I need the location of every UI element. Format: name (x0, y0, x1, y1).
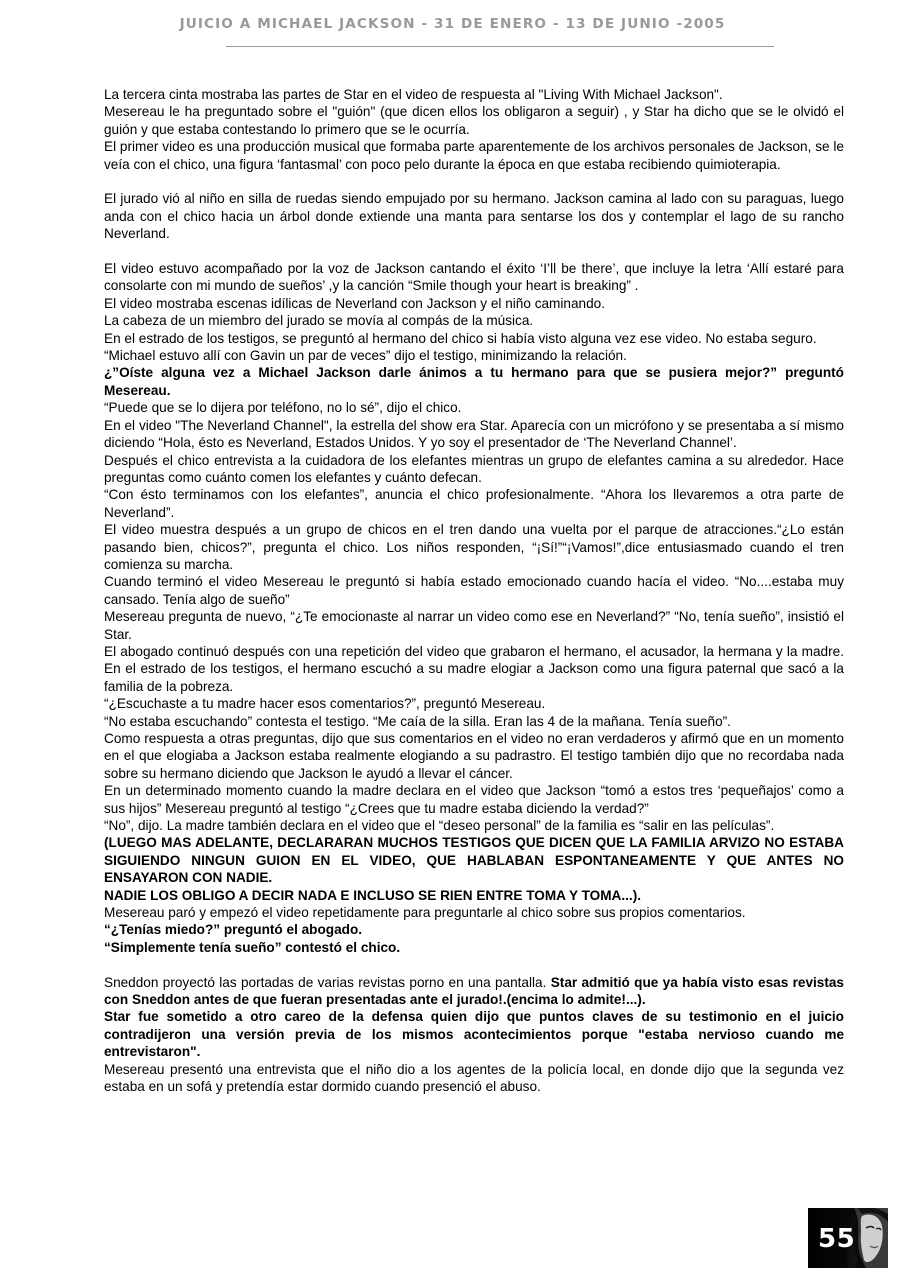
paragraph: “No estaba escuchando” contesta el testigo. “Me caía de la silla. Eran las 4 de la mañana. Tenía sueño”. (104, 713, 731, 729)
paragraph: Como respuesta a otras preguntas, dijo que sus comentarios en el video no eran verdaderos y afirmó que en un momento en el que elogiaba a Jackson estaba realmente elogiando a su padrastro. El testigo también dijo que no recordaba nada sobre su hermano diciendo que Jackson le ayudó a llevar el cáncer. (104, 731, 844, 781)
paragraph: El primer video es una producción musical que formaba parte aparentemente de los archivos personales de Jackson, se le veía con el chico, una figura ‘fantasmal’ con poco pelo durante la época en que estaba recibiendo quimioterapia. (104, 139, 844, 172)
paragraph: Mesereau paró y empezó el video repetidamente para preguntarle al chico sobre sus propios comentarios. (104, 905, 746, 921)
paragraph: “Con ésto terminamos con los elefantes”, anuncia el chico profesionalmente. “Ahora los llevaremos a otra parte de Neverland”. (104, 487, 844, 520)
paragraph-bold: (LUEGO MAS ADELANTE, DECLARARAN MUCHOS TESTIGOS QUE DICEN QUE LA FAMILIA ARVIZO NO ESTABA SIGUIENDO NINGUN GUION EN EL VIDEO, QUE HABLABAN ESPONTANEAMENTE Y QUE ANTES NO ENSAYARON CON NADIE. (104, 835, 844, 886)
paragraph: En un determinado momento cuando la madre declara en el video que Jackson “tomó a estos tres ‘pequeñajos’ como a sus hijos” Mesereau preguntó al testigo “¿Crees que tu madre estaba diciendo la verdad?” (104, 783, 844, 816)
paragraph: El video muestra después a un grupo de chicos en el tren dando una vuelta por el parque de atracciones.“¿Lo están pasando bien, chicos?”, pregunta el chico. Los niños responden, “¡Sí!”“¡Vamos!”,dice entusiasmado cuando el tren comienza su marcha. (104, 522, 844, 572)
paragraph: “Michael estuvo allí con Gavin un par de veces” dijo el testigo, minimizando la relación. (104, 348, 627, 364)
running-header: JUICIO A MICHAEL JACKSON - 31 DE ENERO - 13 DE JUNIO -2005 (179, 16, 726, 32)
paragraph: Mesereau le ha preguntado sobre el "guión" (que dicen ellos los obligaron a seguir) , y Star ha dicho que se le olvidó el guión y que estaba contestando lo primero que se le ocurría. (104, 104, 844, 137)
paragraph: Mesereau pregunta de nuevo, “¿Te emocionaste al narrar un video como ese en Neverland?” “No, tenía sueño”, insistió el Star. (104, 609, 844, 642)
paragraph-bold: ¿”Oíste alguna vez a Michael Jackson darle ánimos a tu hermano para que se pusiera mejor?” preguntó Mesereau. (104, 365, 844, 398)
paragraph: El video mostraba escenas idílicas de Neverland con Jackson y el niño caminando. (104, 295, 605, 311)
paragraph-bold: Star fue sometido a otro careo de la defensa quien dijo que puntos claves de su testimonio en el juicio contradijeron una versión previa de los mismos acontecimientos porque "estaba nervioso cuando me entrevistaron". (104, 1009, 844, 1060)
paragraph: La tercera cinta mostraba las partes de Star en el video de respuesta al "Living With Michael Jackson". (104, 87, 723, 102)
paragraph: La cabeza de un miembro del jurado se movía al compás de la música. (104, 313, 534, 329)
header-rule (226, 46, 774, 47)
paragraph-mixed (104, 974, 844, 1009)
paragraph: El jurado vió al niño en silla de ruedas siendo empujado por su hermano. Jackson camina al lado con su paraguas, luego anda con el chico hacia un árbol donde extiende una manta para sentarse los dos y contemplar el lago de su rancho Neverland. (104, 191, 844, 242)
paragraph-bold: NADIE LOS OBLIGO A DECIR NADA E INCLUSO SE RIEN ENTRE TOMA Y TOMA...). (104, 887, 641, 903)
page-number-badge (808, 1208, 888, 1268)
paragraph: “¿Escuchaste a tu madre hacer esos comentarios?”, preguntó Mesereau. (104, 696, 546, 712)
paragraph: El video estuvo acompañado por la voz de Jackson cantando el éxito ‘I’ll be there’, que incluye la letra ‘Allí estaré para consolarte con mi mundo de sueños’ ,y la canción “Smile though your heart is breaking” . (104, 261, 844, 294)
paragraph: Mesereau presentó una entrevista que el niño dio a los agentes de la policía local, en donde dijo que la segunda vez estaba en un sofá y pretendía estar dormido cuando presenció el abuso. (104, 1061, 844, 1095)
page-number: 55 (818, 1224, 856, 1254)
paragraph: Después el chico entrevista a la cuidadora de los elefantes mientras un grupo de elefantes camina a su alrededor. Hace preguntas como cuánto comen los elefantes y cuánto defecan. (104, 452, 844, 485)
article-body (104, 86, 844, 1096)
paragraph-bold: “Simplemente tenía sueño” contestó el chico. (104, 939, 401, 955)
paragraph: Cuando terminó el video Mesereau le preguntó si había estado emocionado cuando hacía el video. “No....estaba muy cansado. Tenía algo de sueño” (104, 574, 844, 607)
paragraph: El abogado continuó después con una repetición del video que grabaron el hermano, el acusador, la hermana y la madre. En el estrado de los testigos, el hermano escuchó a su madre elogiar a Jackson como una figura paternal que sacó a la familia de la pobreza. (104, 643, 844, 694)
paragraph-bold-run: Star admitió que ya había visto esas revistas con Sneddon antes de que fueran presentadas ante el jurado!.(encima lo admite!...). (104, 974, 844, 1008)
paragraph: “No”, dijo. La madre también declara en el video que el “deseo personal” de la familia es “salir en las películas”. (104, 818, 775, 834)
paragraph-lead: Sneddon proyectó las portadas de varias revistas porno en una pantalla. (104, 974, 551, 990)
paragraph: En el video "The Neverland Channel", la estrella del show era Star. Aparecía con un micrófono y se presentaba a sí mismo diciendo “Hola, ésto es Neverland, Estados Unidos. Y yo soy el presentador de ‘The Neverland Channel’. (104, 417, 844, 451)
paragraph: “Puede que se lo dijera por teléfono, no lo sé”, dijo el chico. (104, 400, 462, 416)
paragraph-bold: “¿Tenías miedo?” preguntó el abogado. (104, 922, 363, 938)
paragraph: En el estrado de los testigos, se preguntó al hermano del chico si había visto alguna vez ese video. No estaba seguro. (104, 330, 817, 346)
